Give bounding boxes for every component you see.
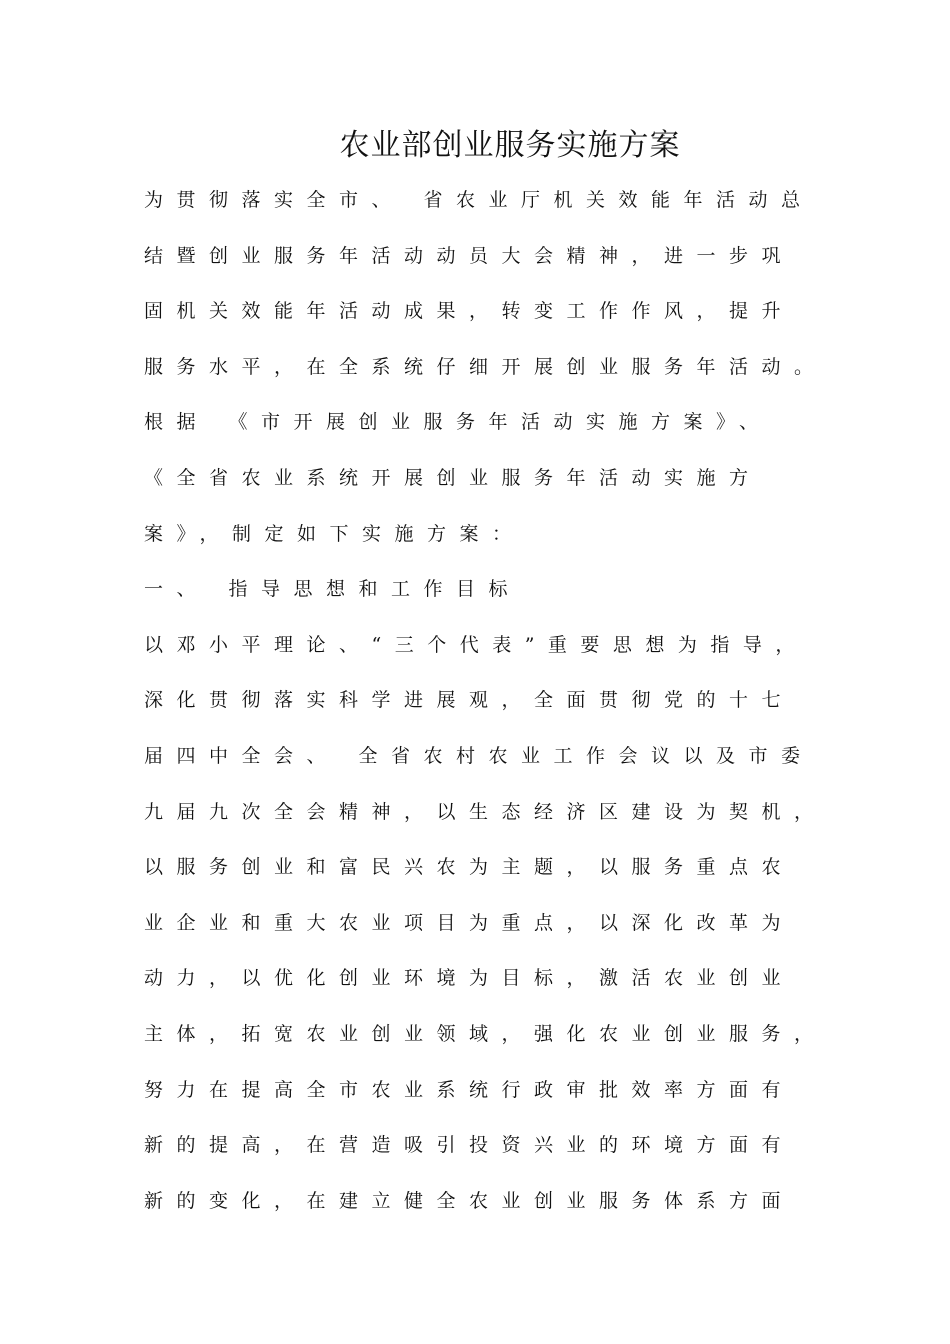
body-line-6: 《全省农业系统开展创业服务年活动实施方: [144, 466, 762, 489]
body-line-9: 以邓小平理论、“三个代表”重要思想为指导，: [144, 633, 808, 656]
body-line-16: 主体，拓宽农业创业领域，强化农业创业服务，: [144, 1022, 827, 1045]
body-line-13: 以服务创业和富民兴农为主题，以服务重点农: [144, 856, 795, 879]
body-line-10: 深化贯彻落实科学进展观，全面贯彻党的十七: [144, 689, 795, 712]
body-line-7: 案》，制定如下实施方案：: [144, 522, 525, 545]
body-line-15: 动力，以优化创业环境为目标，激活农业创业: [144, 967, 795, 990]
document-body: [144, 182, 844, 1238]
body-line-1: 为贯彻落实全市、 省农业厅机关效能年活动总: [144, 189, 814, 211]
document-title: 农业部创业服务实施方案: [339, 128, 681, 163]
body-line-19: 新的变化，在建立健全农业创业服务体系方面: [144, 1189, 795, 1212]
body-line-12: 九届九次全会精神，以生态经济区建设为契机，: [144, 800, 827, 823]
section-heading-1: 一、 指导思想和工作目标: [144, 578, 522, 601]
body-line-2: 结暨创业服务年活动动员大会精神，进一步巩: [144, 244, 795, 267]
body-line-5: 根据 《市开展创业服务年活动实施方案》、: [144, 411, 772, 434]
body-line-14: 业企业和重大农业项目为重点，以深化改革为: [144, 911, 795, 934]
body-line-3: 固机关效能年活动成果，转变工作作风，提升: [144, 300, 795, 323]
body-line-18: 新的提高，在营造吸引投资兴业的环境方面有: [144, 1134, 795, 1157]
body-line-11: 届四中全会、 全省农村农业工作会议以及市委: [144, 744, 814, 767]
body-line-17: 努力在提高全市农业系统行政审批效率方面有: [144, 1078, 795, 1101]
body-line-4: 服务水平，在全系统仔细开展创业服务年活动。: [144, 355, 827, 378]
